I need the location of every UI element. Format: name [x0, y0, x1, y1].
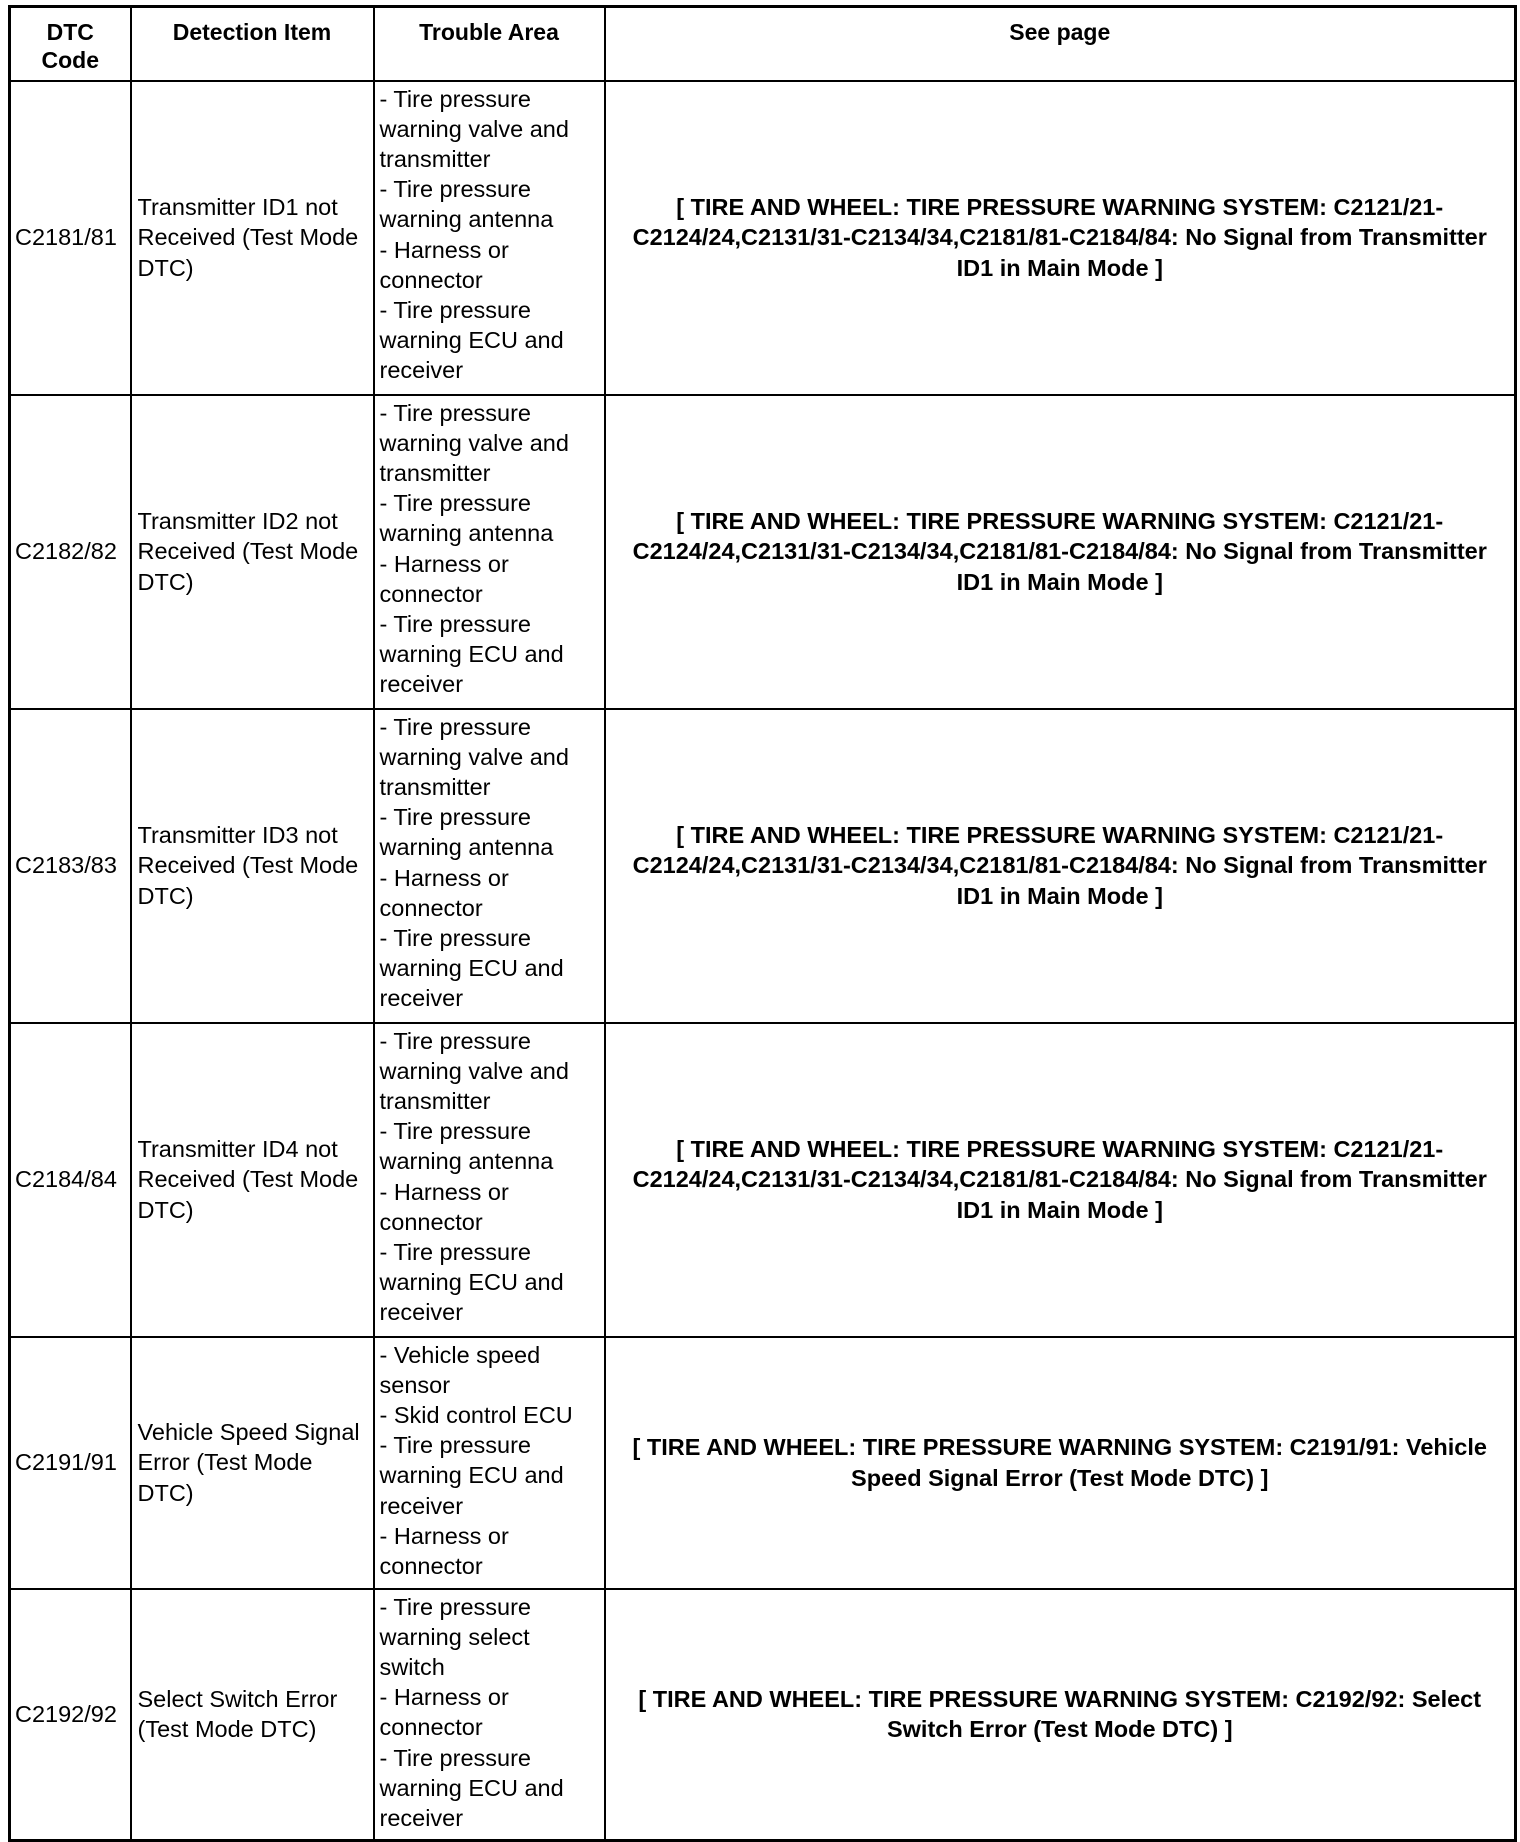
trouble-area-item: - Vehicle speed sensor	[379, 1341, 541, 1398]
trouble-area-item: - Harness or connector	[379, 864, 509, 921]
trouble-area-item: - Tire pressure warning ECU and receiver	[379, 924, 564, 1012]
trouble-area-item: - Tire pressure warning valve and transmitter	[379, 399, 569, 486]
dtc-code-cell: C2191/91	[10, 1337, 131, 1589]
trouble-area-item: - Harness or connector	[379, 1178, 509, 1235]
trouble-area-cell	[374, 1589, 605, 1841]
trouble-area-item: - Tire pressure warning valve and transmitter	[379, 85, 569, 172]
trouble-area-item: - Tire pressure warning ECU and receiver	[379, 296, 564, 384]
table-row	[10, 709, 1516, 1023]
see-page-link[interactable]: [ TIRE AND WHEEL: TIRE PRESSURE WARNING SYSTEM: C2121/21-C2124/24,C2131/31-C2134/34,C2181/81-C2184/84: No Signal from Transmitter ID1 in Main Mode ]	[605, 395, 1516, 709]
trouble-area-cell	[374, 81, 605, 395]
header-see-page: See page	[605, 7, 1516, 81]
see-page-link[interactable]: [ TIRE AND WHEEL: TIRE PRESSURE WARNING SYSTEM: C2121/21-C2124/24,C2131/31-C2134/34,C2181/81-C2184/84: No Signal from Transmitter ID1 in Main Mode ]	[605, 1023, 1516, 1337]
trouble-area-item: - Harness or connector	[379, 550, 509, 607]
table-body	[10, 81, 1516, 1841]
trouble-area-item: - Tire pressure warning antenna	[379, 176, 554, 233]
see-page-link[interactable]: [ TIRE AND WHEEL: TIRE PRESSURE WARNING SYSTEM: C2191/91: Vehicle Speed Signal Error (Test Mode DTC) ]	[605, 1337, 1516, 1589]
detection-item-cell: Transmitter ID3 not Received (Test Mode DTC)	[131, 709, 374, 1023]
trouble-area-cell	[374, 709, 605, 1023]
table-row	[10, 395, 1516, 709]
dtc-code-cell: C2181/81	[10, 81, 131, 395]
header-detection-item: Detection Item	[131, 7, 374, 81]
detection-item-cell: Transmitter ID2 not Received (Test Mode DTC)	[131, 395, 374, 709]
trouble-area-item: - Tire pressure warning select switch	[379, 1593, 531, 1680]
trouble-area-item: - Tire pressure warning valve and transmitter	[379, 713, 569, 800]
trouble-area-item: - Skid control ECU	[379, 1401, 573, 1428]
trouble-area-cell	[374, 1023, 605, 1337]
trouble-area-item: - Tire pressure warning antenna	[379, 804, 554, 861]
table-row	[10, 1023, 1516, 1337]
trouble-area-cell	[374, 395, 605, 709]
see-page-link[interactable]: [ TIRE AND WHEEL: TIRE PRESSURE WARNING SYSTEM: C2121/21-C2124/24,C2131/31-C2134/34,C2181/81-C2184/84: No Signal from Transmitter ID1 in Main Mode ]	[605, 81, 1516, 395]
table-row	[10, 1337, 1516, 1589]
detection-item-cell: Transmitter ID4 not Received (Test Mode DTC)	[131, 1023, 374, 1337]
dtc-code-cell: C2182/82	[10, 395, 131, 709]
header-dtc-code: DTC Code	[10, 7, 131, 81]
dtc-code-cell: C2184/84	[10, 1023, 131, 1337]
dtc-table	[8, 5, 1517, 1842]
trouble-area-item: - Tire pressure warning antenna	[379, 490, 554, 547]
trouble-area-item: - Tire pressure warning antenna	[379, 1118, 554, 1175]
trouble-area-cell	[374, 1337, 605, 1589]
trouble-area-item: - Harness or connector	[379, 1522, 509, 1579]
detection-item-cell: Vehicle Speed Signal Error (Test Mode DTC)	[131, 1337, 374, 1589]
dtc-code-cell: C2183/83	[10, 709, 131, 1023]
trouble-area-item: - Tire pressure warning ECU and receiver	[379, 1432, 564, 1519]
trouble-area-item: - Tire pressure warning ECU and receiver	[379, 1238, 564, 1326]
see-page-link[interactable]: [ TIRE AND WHEEL: TIRE PRESSURE WARNING SYSTEM: C2192/92: Select Switch Error (Test Mode DTC) ]	[605, 1589, 1516, 1841]
detection-item-cell: Select Switch Error (Test Mode DTC)	[131, 1589, 374, 1841]
see-page-link[interactable]: [ TIRE AND WHEEL: TIRE PRESSURE WARNING SYSTEM: C2121/21-C2124/24,C2131/31-C2134/34,C2181/81-C2184/84: No Signal from Transmitter ID1 in Main Mode ]	[605, 709, 1516, 1023]
table-row	[10, 81, 1516, 395]
trouble-area-item: - Harness or connector	[379, 1684, 509, 1741]
detection-item-cell: Transmitter ID1 not Received (Test Mode DTC)	[131, 81, 374, 395]
trouble-area-item: - Tire pressure warning ECU and receiver	[379, 610, 564, 698]
dtc-code-cell: C2192/92	[10, 1589, 131, 1841]
trouble-area-item: - Tire pressure warning valve and transmitter	[379, 1027, 569, 1114]
trouble-area-item: - Harness or connector	[379, 236, 509, 293]
trouble-area-item: - Tire pressure warning ECU and receiver	[379, 1744, 564, 1831]
table-header	[10, 7, 1516, 81]
header-trouble-area: Trouble Area	[374, 7, 605, 81]
table-row	[10, 1589, 1516, 1841]
